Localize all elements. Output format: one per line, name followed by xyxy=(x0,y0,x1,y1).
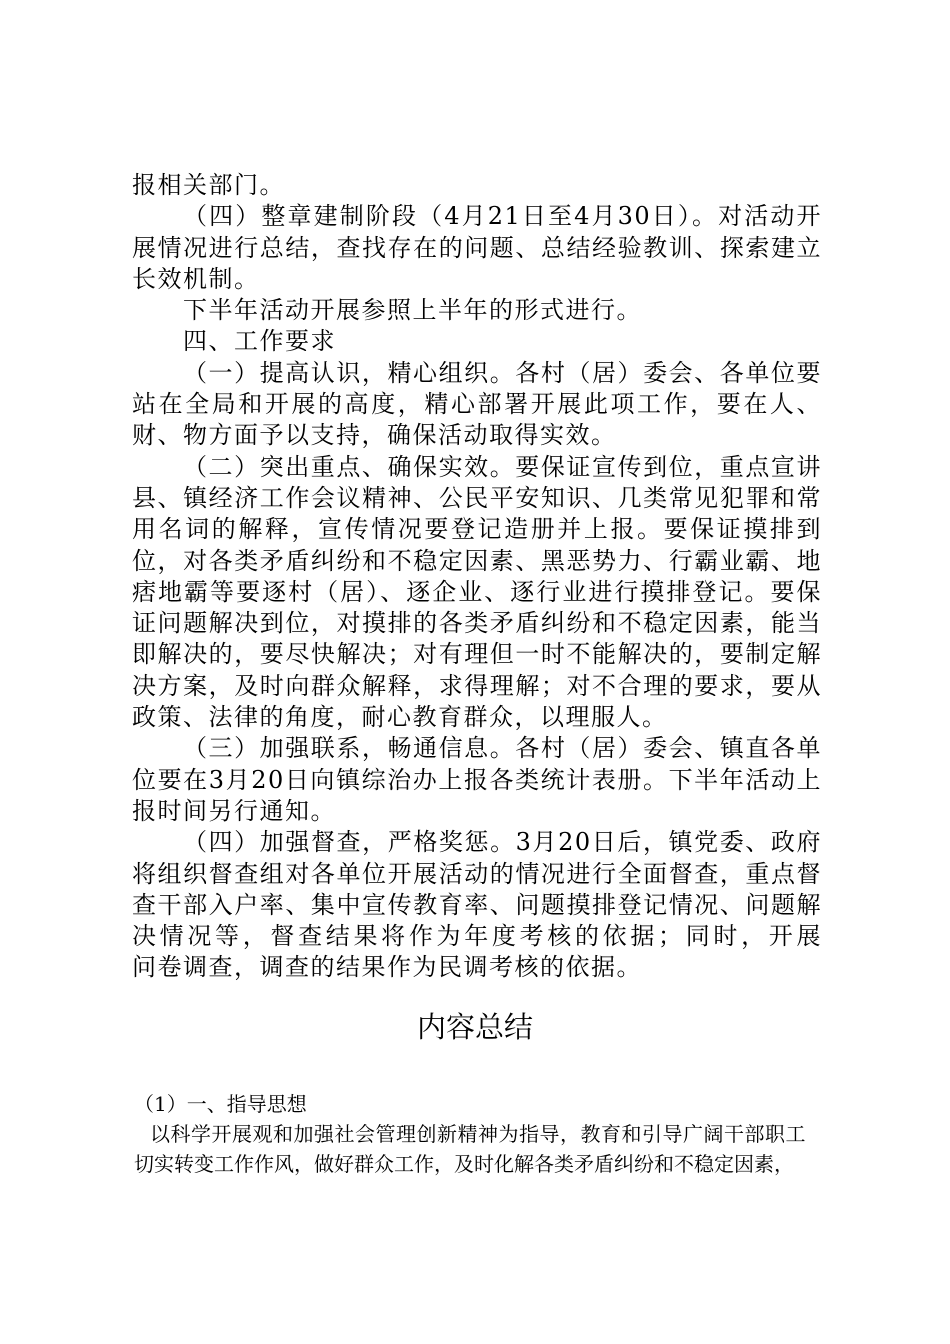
summary-section xyxy=(134,1089,824,1179)
summary-line: 切实转变工作作风，做好群众工作，及时化解各类矛盾纠纷和不稳定因素， xyxy=(134,1152,794,1176)
paragraph-4: （一）提高认识，精心组织。各村（居）委会、各单位要站在全局和开展的高度，精心部署开展此项工作，要在人、财、物方面予以支持，确保活动取得实效。 xyxy=(132,358,822,450)
paragraph-6: （三）加强联系，畅通信息。各村（居）委会、镇直各单位要在3月20日向镇综治办上报各类统计表册。下半年活动上报时间另行通知。 xyxy=(132,734,822,825)
paragraph-2: 下半年活动开展参照上半年的形式进行。 xyxy=(183,296,642,325)
summary-title: 内容总结 xyxy=(416,1010,533,1044)
summary-heading: （1）一、指导思想 xyxy=(134,1092,307,1116)
document-body xyxy=(132,170,873,984)
paragraph-0: 报相关部门。 xyxy=(132,171,285,199)
paragraph-7: （四）加强督查，严格奖惩。3月20日后，镇党委、政府将组织督查组对各单位开展活动的情况进行全面督查，重点督查干部入户率、集中宣传教育率、问题摸排登记情况、问题解决情况等，督查结果将作为年度考核的依据；同时，开展 问卷调查，调查的结果作为民调考核的依据。 xyxy=(132,828,873,982)
paragraph-5: （二）突出重点、确保实效。要保证宣传到位，重点宣讲县、镇经济工作会议精神、公民平安知识、几类常见犯罪和常用名词的解释，宣传情况要登记造册并上报。要保证摸排到位，对各类矛盾纠纷和不稳定因素、黑恶势力、行霸业霸、地痞地霸等要逐村（居）、逐企业、逐行业进行摸排登记。要保证问题解决到位，对摸排的各类矛盾纠纷和不稳定因素，能当即解决的，要尽快解决；对有理但一时不能解决的，要制定解决方案，及时向群众解释，求得理解；对不合理的要求，要从政策、法律的角度，耐心教育群众，以理服人。 xyxy=(132,452,822,732)
paragraph-1: （四）整章建制阶段（4月21日至4月30日）。对活动开展情况进行总结，查找存在的问题、总结经验教训、探索建立长效机制。 xyxy=(132,202,822,293)
summary-line: 以科学开展观和加强社会管理创新精神为指导，教育和引导广阔干部职工 xyxy=(150,1122,806,1146)
section-heading-work-requirements: 四、工作要求 xyxy=(183,327,336,356)
